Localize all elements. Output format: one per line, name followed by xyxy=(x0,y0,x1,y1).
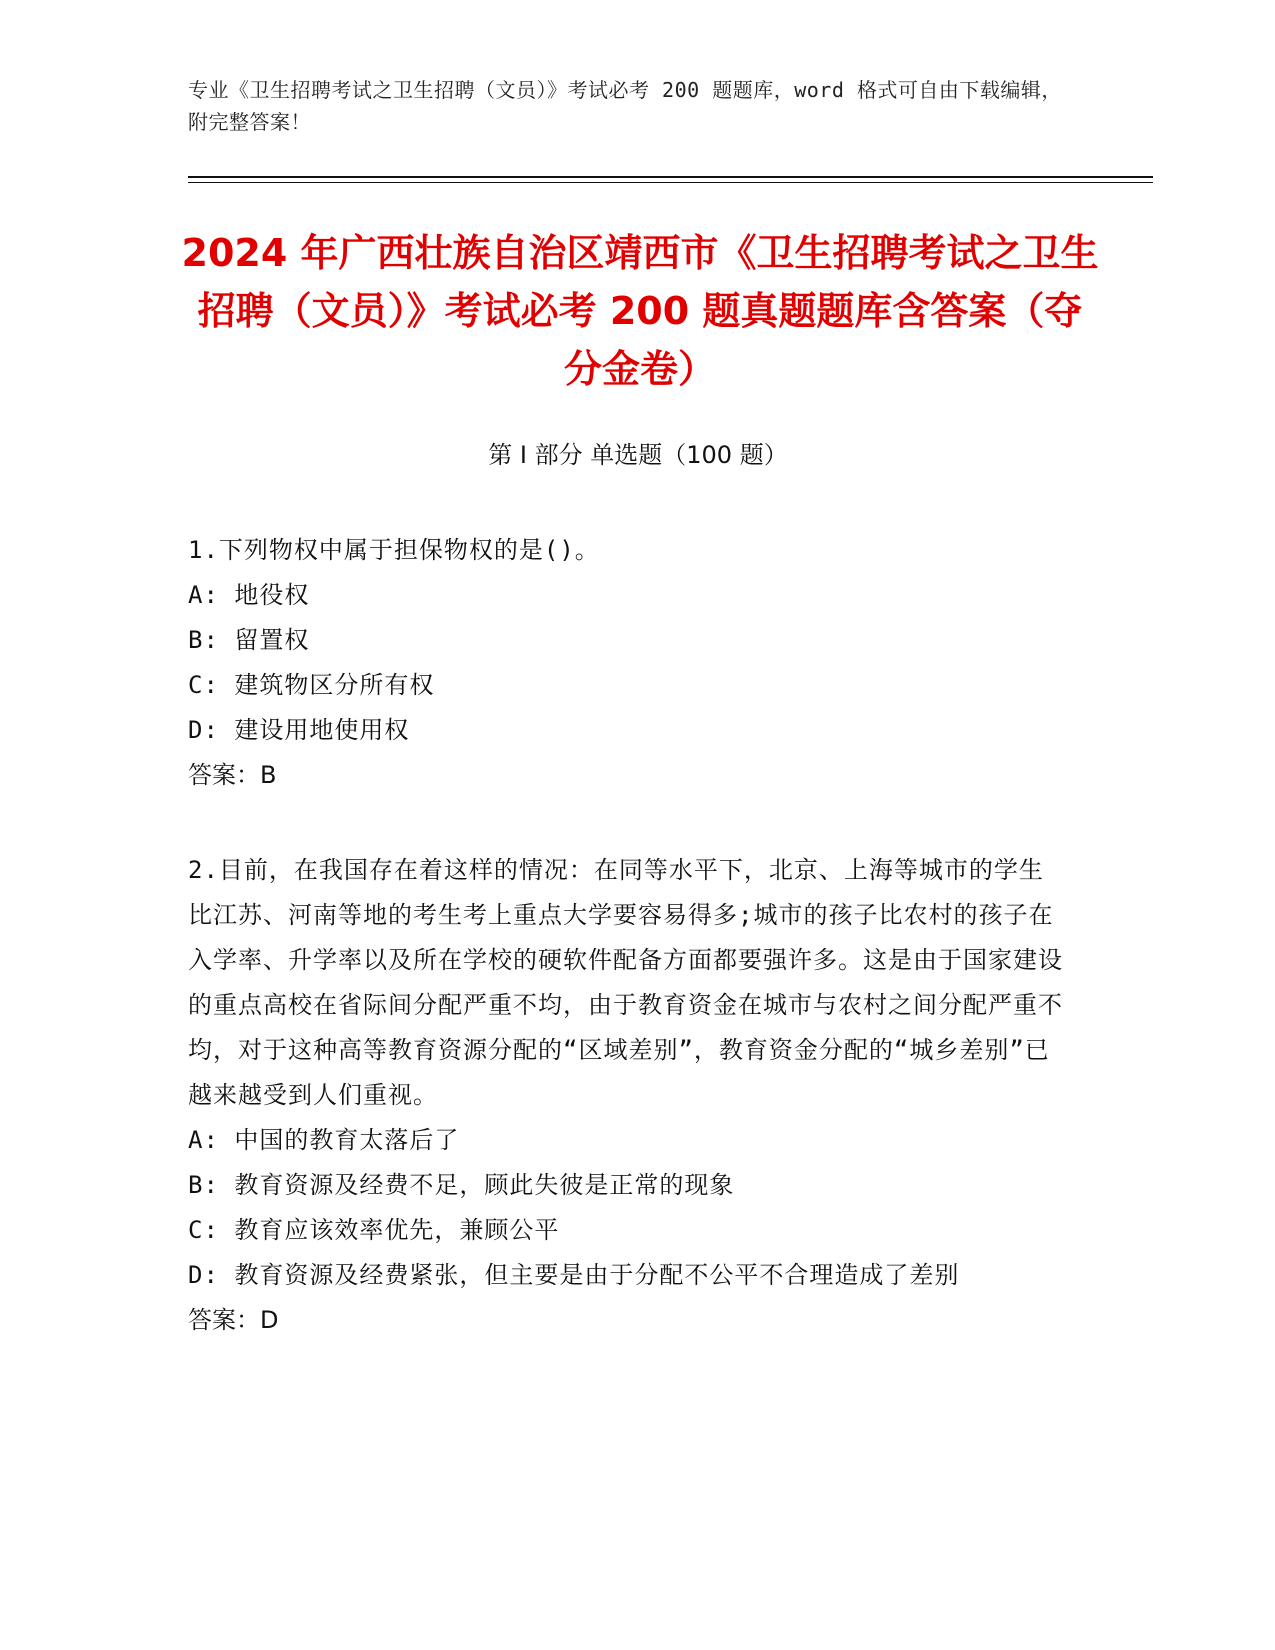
header-note: 专业《卫生招聘考试之卫生招聘（文员）》考试必考 200 题题库，word 格式可自由下载编辑，附完整答案！ xyxy=(188,78,1062,134)
question-answer: 答案：B xyxy=(188,761,277,789)
question-stem: 1.下列物权中属于担保物权的是()。 xyxy=(188,536,600,564)
question-answer: 答案：D xyxy=(188,1306,279,1334)
question-option-c: C: 建筑物区分所有权 xyxy=(188,671,435,699)
question-option-a: A: 地役权 xyxy=(188,581,310,609)
question-option-c: C: 教育应该效率优先，兼顾公平 xyxy=(188,1216,560,1244)
question-option-b: B: 教育资源及经费不足，顾此失彼是正常的现象 xyxy=(188,1171,735,1199)
question-option-d: D: 教育资源及经费紧张，但主要是由于分配不公平不合理造成了差别 xyxy=(188,1261,960,1289)
question-stem: 2.目前，在我国存在着这样的情况：在同等水平下，北京、上海等城市的学生比江苏、河南等地的考生考上重点大学要容易得多;城市的孩子比农村的孩子在入学率、升学率以及所在学校的硬软件配备方面都要强许多。这是由于国家建设的重点高校在省际间分配严重不均，由于教育资金在城市与农村之间分配严重不均，对于这种高等教育资源分配的“区域差别”，教育资金分配的“城乡差别”已越来越受到人们重视。 xyxy=(188,856,1063,1109)
section-heading: 第 I 部分 单选题（100 题） xyxy=(488,441,788,469)
question-list xyxy=(188,528,1068,1393)
question-option-d: D: 建设用地使用权 xyxy=(188,716,410,744)
header-divider-thin xyxy=(188,182,1153,183)
question-option-b: B: 留置权 xyxy=(188,626,310,654)
question-item xyxy=(188,848,1068,1343)
document-title: 2024 年广西壮族自治区靖西市《卫生招聘考试之卫生招聘（文员）》考试必考 200 题真题题库含答案（夺分金卷） xyxy=(181,231,1099,391)
question-item xyxy=(188,528,1068,798)
question-option-a: A: 中国的教育太落后了 xyxy=(188,1126,460,1154)
header-divider-thick xyxy=(188,176,1153,178)
